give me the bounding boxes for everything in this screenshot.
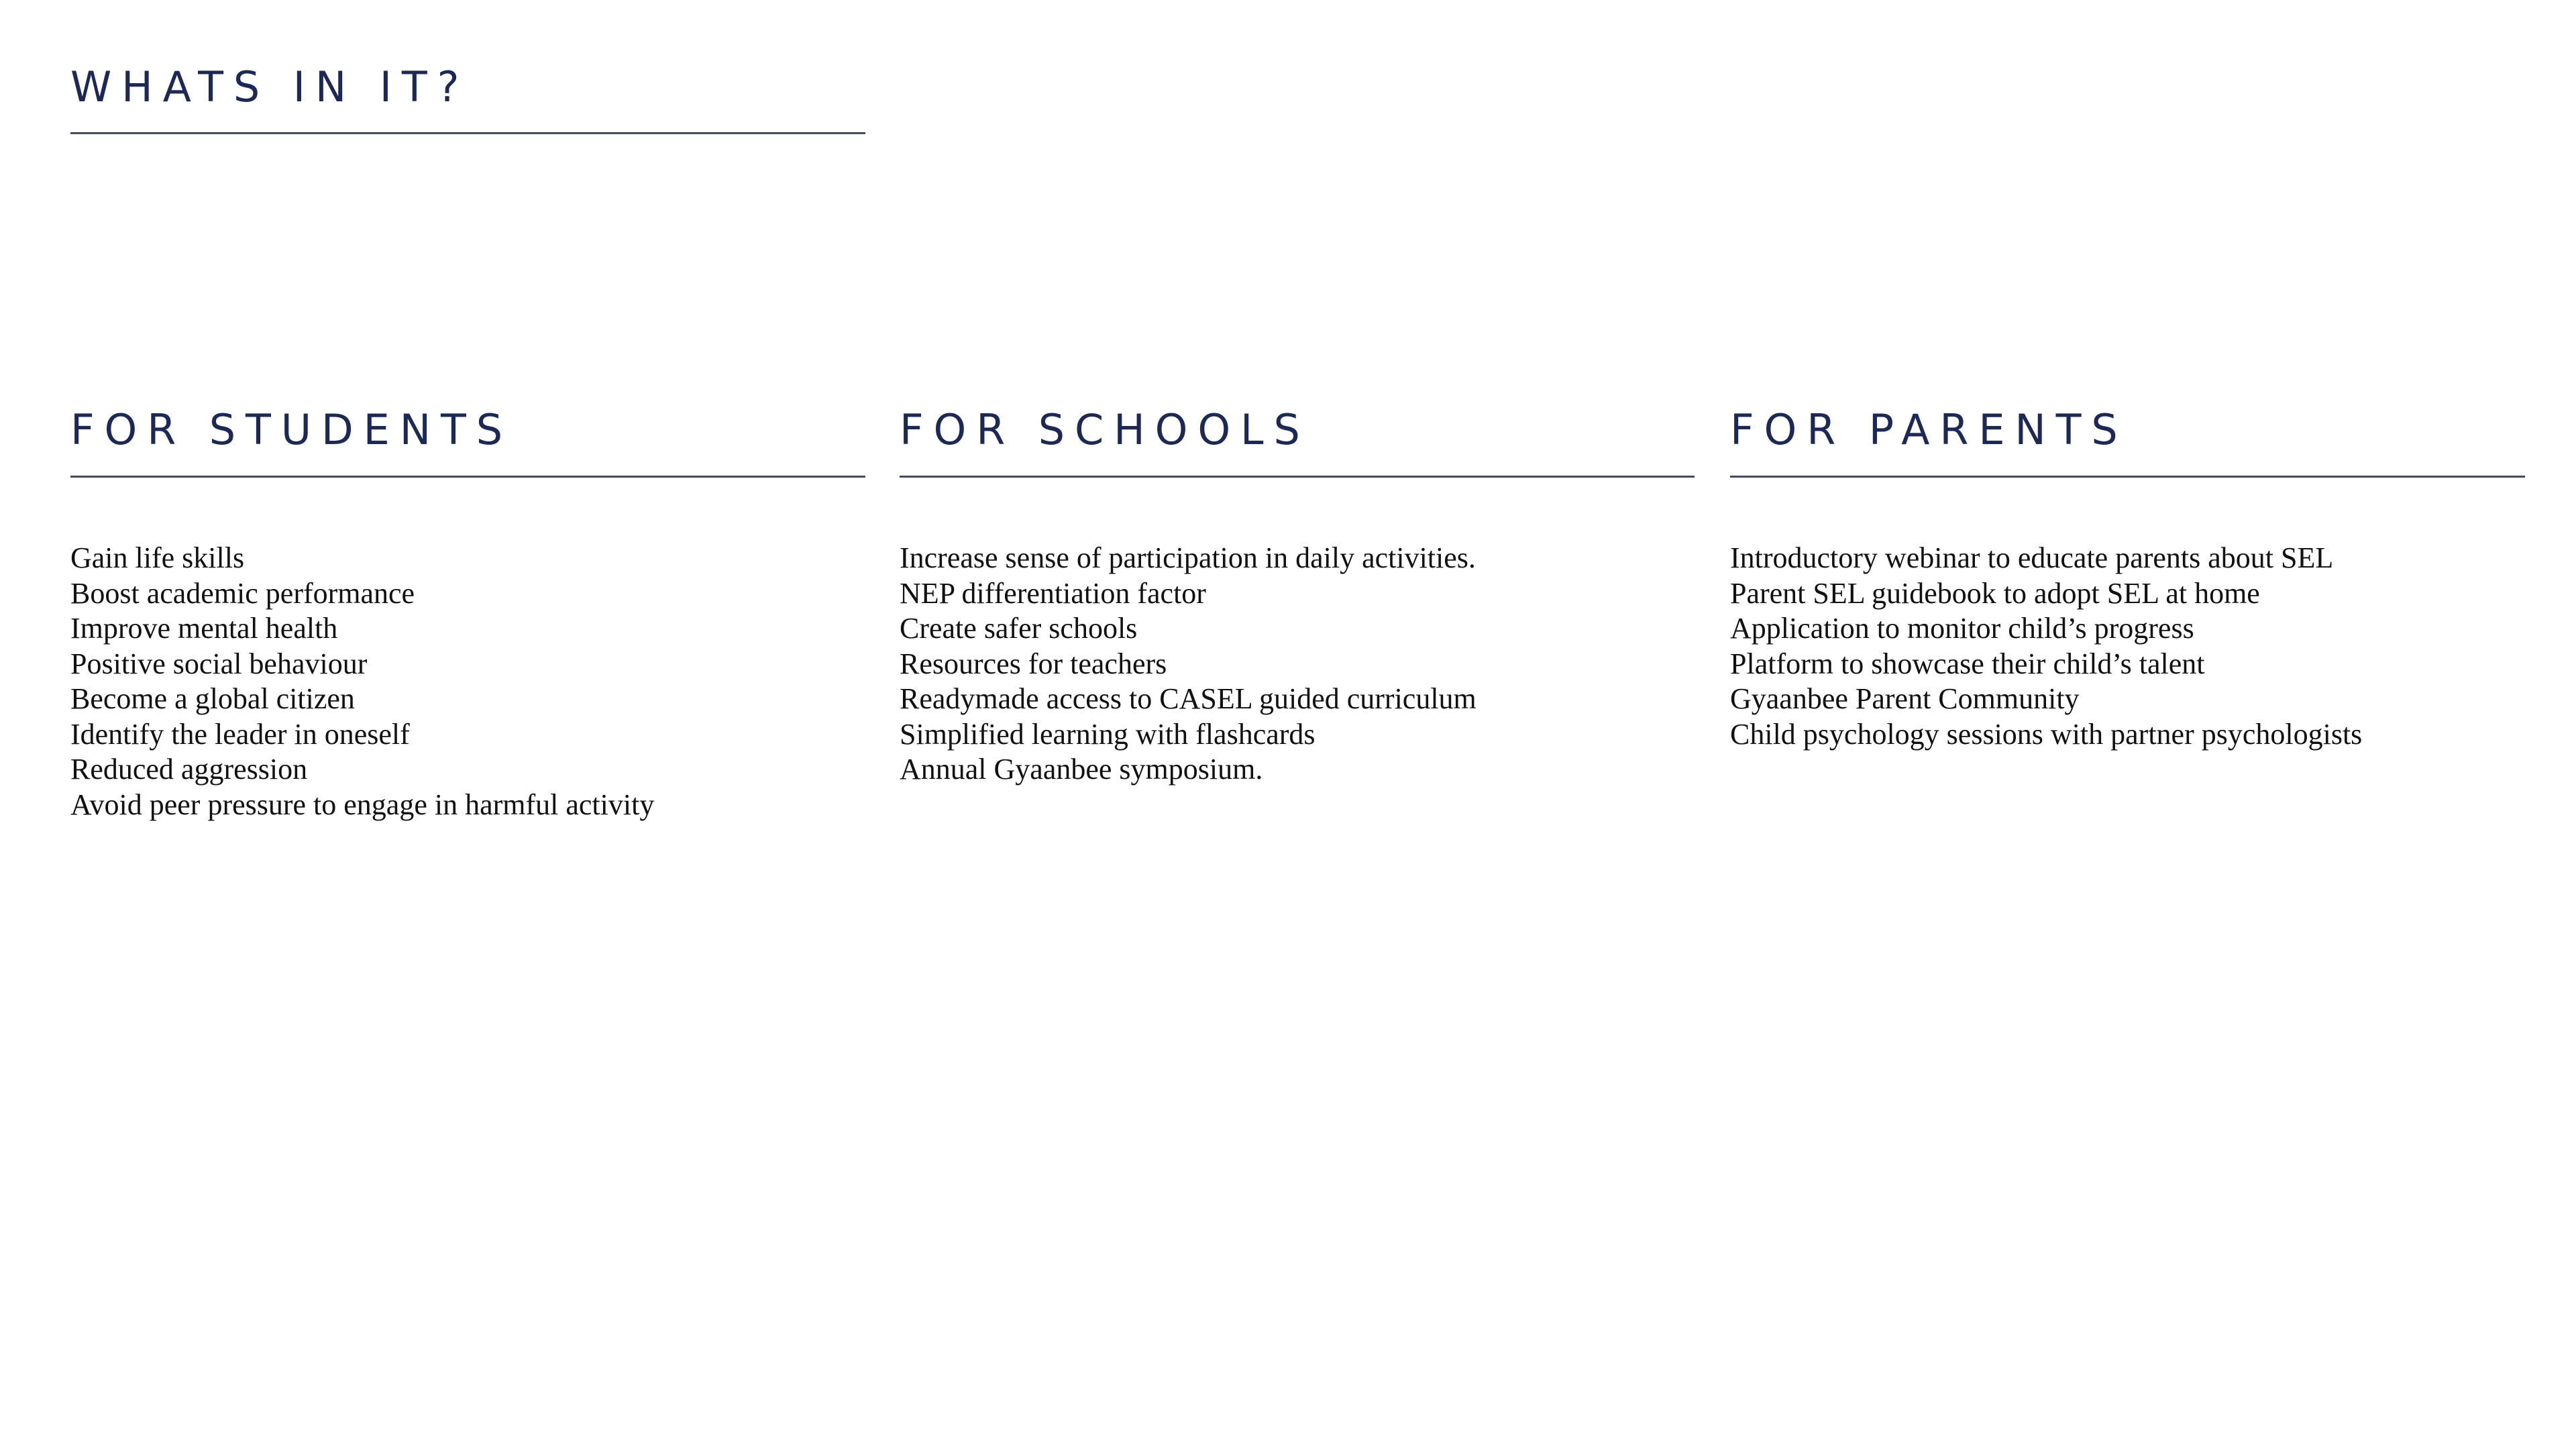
list-item: Become a global citizen [70, 682, 355, 715]
list-item: Simplified learning with flashcards [900, 717, 1316, 751]
list-item: Platform to showcase their child’s talent [1730, 647, 2205, 680]
list-item: Boost academic performance [70, 576, 415, 610]
students-benefits-list [70, 541, 654, 822]
list-item: Annual Gyaanbee symposium. [900, 753, 1263, 786]
list-item: Application to monitor child’s progress [1730, 612, 2194, 645]
schools-heading: FOR SCHOOLS [900, 405, 1310, 454]
students-divider [70, 476, 865, 478]
list-item: Reduced aggression [70, 753, 308, 786]
parents-divider [1730, 476, 2525, 478]
title-divider [70, 132, 865, 134]
schools-benefits-list [900, 541, 1477, 788]
list-item: Increase sense of participation in daily activities. [900, 541, 1476, 574]
parents-benefits-list [1730, 541, 2362, 752]
list-item: Resources for teachers [900, 647, 1167, 680]
list-item: Child psychology sessions with partner psychologists [1730, 717, 2363, 751]
schools-divider [900, 476, 1695, 478]
parents-heading: FOR PARENTS [1730, 405, 2128, 454]
list-item: NEP differentiation factor [900, 576, 1206, 610]
list-item: Create safer schools [900, 612, 1138, 645]
page-title: WHATS IN IT? [70, 62, 470, 111]
list-item: Avoid peer pressure to engage in harmful activity [70, 788, 655, 821]
list-item: Parent SEL guidebook to adopt SEL at home [1730, 576, 2260, 610]
list-item: Improve mental health [70, 612, 338, 645]
list-item: Gyaanbee Parent Community [1730, 682, 2080, 715]
list-item: Positive social behaviour [70, 647, 368, 680]
list-item: Readymade access to CASEL guided curriculum [900, 682, 1477, 715]
list-item: Gain life skills [70, 541, 245, 574]
list-item: Introductory webinar to educate parents about SEL [1730, 541, 2334, 574]
students-heading: FOR STUDENTS [70, 405, 513, 454]
list-item: Identify the leader in oneself [70, 717, 410, 751]
